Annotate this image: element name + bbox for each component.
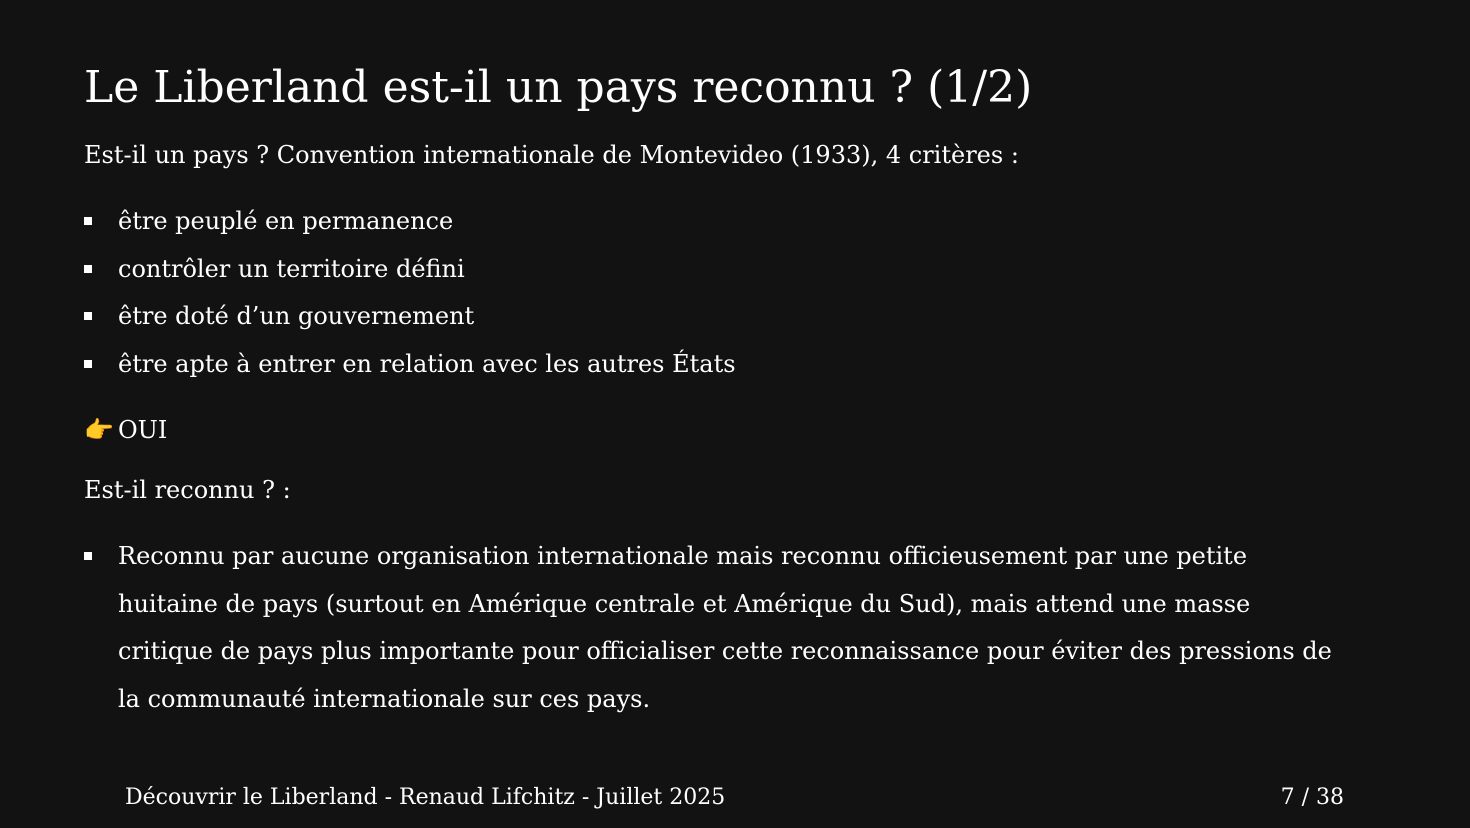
- list-item: [84, 198, 736, 246]
- criterion-text: être apte à entrer en relation avec les autres États: [118, 349, 736, 378]
- criteria-list: [84, 198, 736, 388]
- question-text: Est-il reconnu ? :: [84, 476, 291, 504]
- bullet-square-icon: [84, 552, 92, 560]
- list-item: [84, 246, 736, 294]
- recognition-list: [84, 533, 1348, 723]
- criterion-text: être doté d’un gouvernement: [118, 302, 475, 330]
- bullet-square-icon: [84, 265, 92, 273]
- bullet-square-icon: [84, 360, 92, 368]
- recognition-text: Reconnu par aucune organisation internationale mais reconnu officieusement par une petite huitaine de pays (surtout en Amérique centrale et Amérique du Sud), mais attend une masse critique de pays plus importante pour officialiser cette reconnaissance pour éviter des pressions de la communauté internationale sur ces pays.: [118, 542, 1332, 713]
- bullet-square-icon: [84, 312, 92, 320]
- page-number: 7 / 38: [1280, 785, 1344, 810]
- slide-title: Le Liberland est-il un pays reconnu ? (1/2): [84, 62, 1033, 113]
- answer-line: [84, 415, 167, 445]
- criterion-text: contrôler un territoire défini: [118, 254, 465, 283]
- footer-title: Découvrir le Liberland - Renaud Lifchitz - Juillet 2025: [125, 785, 726, 810]
- list-item: [84, 533, 1348, 723]
- list-item: [84, 341, 736, 389]
- intro-text: Est-il un pays ? Convention internationale de Montevideo (1933), 4 critères :: [84, 141, 1019, 169]
- criterion-text: être peuplé en permanence: [118, 207, 454, 235]
- bullet-square-icon: [84, 217, 92, 225]
- answer-text: OUI: [118, 416, 168, 444]
- pointing-right-hand-icon: 👉: [84, 416, 114, 444]
- list-item: [84, 293, 736, 341]
